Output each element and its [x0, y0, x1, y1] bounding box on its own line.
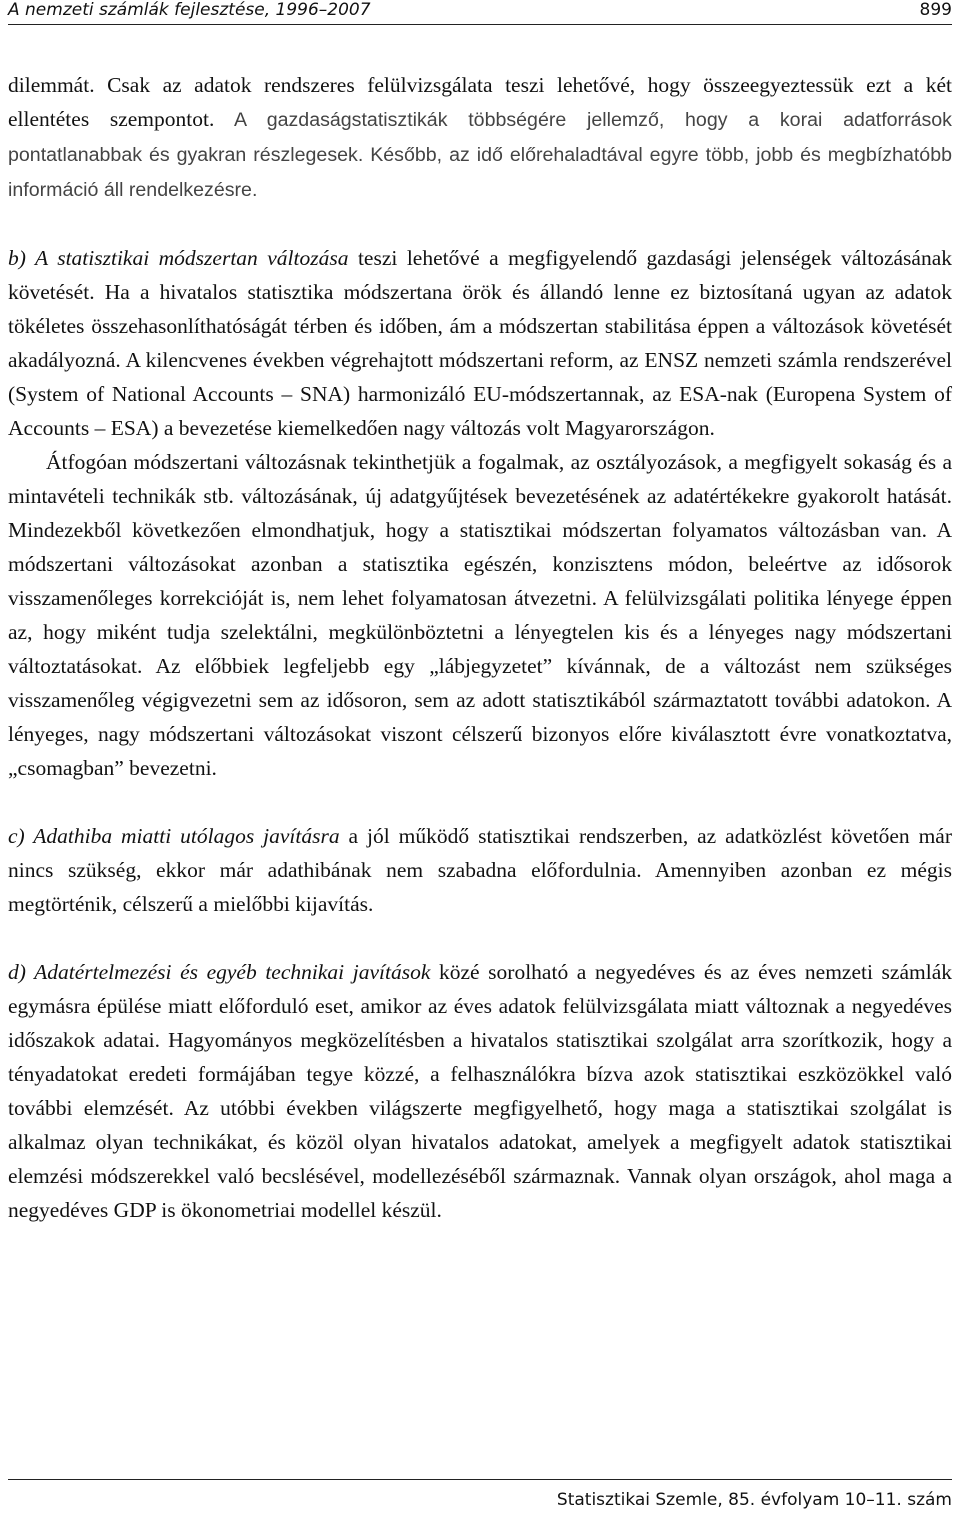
paragraph-c [8, 819, 952, 921]
paragraph-b-heading: b) A statisztikai módszertan változása [8, 246, 349, 270]
running-title: A nemzeti számlák fejlesztése, 1996–2007 [8, 0, 371, 20]
paragraph-c-heading: c) Adathiba miatti utólagos javításra [8, 824, 340, 848]
page-header [8, 0, 952, 25]
paragraph-d-body: közé sorolható a negyedéves és az éves nemzeti számlák egymásra épülése miatt előforduló eset, amikor az éves adatok felülvizsgálata miatt változnak a negyedéves időszakok adatai. Hagyományos megközelítésben a hivatalos statisztikai szolgálat arra szorítkozik, hogy a tényadatokat eredeti formájában tegye közzé, a felhasználókra bízva azok statisztikai eszközökkel való további elemzését. Az utóbbi években világszerte megfigyelhető, hogy maga a statisztikai szolgálat is alkalmaz olyan technikákat, és közöl olyan hivatalos adatokat, amelyek a megfigyelt adatok statisztikai elemzési módszerekkel való becslésével, modellezéséből származnak. Vannak olyan országok, ahol maga a negyedéves GDP is ökonometriai modellel készül. [8, 960, 952, 1222]
journal-footer: Statisztikai Szemle, 85. évfolyam 10–11. szám [556, 1490, 952, 1510]
paragraph-1-part-a: dilemmát. Csak az adatok rendszeres felülvizsgálata teszi lehetővé, hogy összeegyeztessük ezt a két ellentétes szempontot. [8, 73, 952, 131]
paragraph-1-part-b: A gazdaságstatisztikák többségére jellemző, hogy a korai adatforrások pontatlanabbak és gyakran részlegesek. Később, az idő előrehaladtával egyre több, jobb és megbízhatóbb információ áll rendelkezésre. [8, 109, 952, 201]
body-text [8, 68, 952, 1227]
page-number: 899 [919, 0, 952, 20]
footer-rule [8, 1479, 952, 1480]
paragraph-d-heading: d) Adatértelmezési és egyéb technikai javítások [8, 960, 431, 984]
paragraph-b [8, 241, 952, 445]
paragraph-3: Átfogóan módszertani változásnak tekinthetjük a fogalmak, az osztályozások, a megfigyelt sokaság és a mintavételi technikák stb. változásának, új adatgyűjtések bevezetésének az adatértékekre gyakorolt hatását. Mindezekből következően elmondhatjuk, hogy a statisztikai módszertan folyamatos változásban van. A módszertani változásokat azonban a statisztika egészén, konzisztens módon, beleértve az idősorok visszamenőleges korrekcióját is, nem lehet folyamatosan átvezetni. A felülvizsgálati politika lényege éppen az, hogy miként tudja szelektálni, megkülönböztetni a lényegtelen kis és a lényeges nagy módszertani változtatásokat. Az előbbiek legfeljebb egy „lábjegyzetet” kívánnak, de a változást nem szükséges visszamenőleg végigvezetni sem az idősoron, sem az adott statisztikából származtatott további adatokon. A lényeges, nagy módszertani változásokat viszont célszerű bizonyos előre kiválasztott évre vonatkoztatva, „csomagban” bevezetni. [8, 450, 952, 780]
paragraph-d [8, 955, 952, 1227]
paragraph-1 [8, 68, 952, 207]
paragraph-b-body: teszi lehetővé a megfigyelendő gazdasági jelenségek változásának követését. Ha a hivatalos statisztika módszertana örök és állandó lenne ez biztosítaná ugyan az adatok tökéletes összehasonlíthatóságát térben és időben, ám a módszertan stabilitása éppen a változások követését akadályozná. A kilencvenes években végrehajtott módszertani reform, az ENSZ nemzeti számla rendszerével (System of National Accounts – SNA) harmonizáló EU-módszertannak, az ESA-nak (Europena System of Accounts – ESA) a bevezetése kiemelkedően nagy változás volt Magyarországon. [8, 246, 952, 440]
paragraph-c-body: a jól működő statisztikai rendszerben, az adatközlést követően már nincs szükség, ekkor már adathibának nem szabadna előfordulnia. Amennyiben azonban ez mégis megtörténik, célszerű a mielőbbi kijavítás. [8, 824, 952, 916]
